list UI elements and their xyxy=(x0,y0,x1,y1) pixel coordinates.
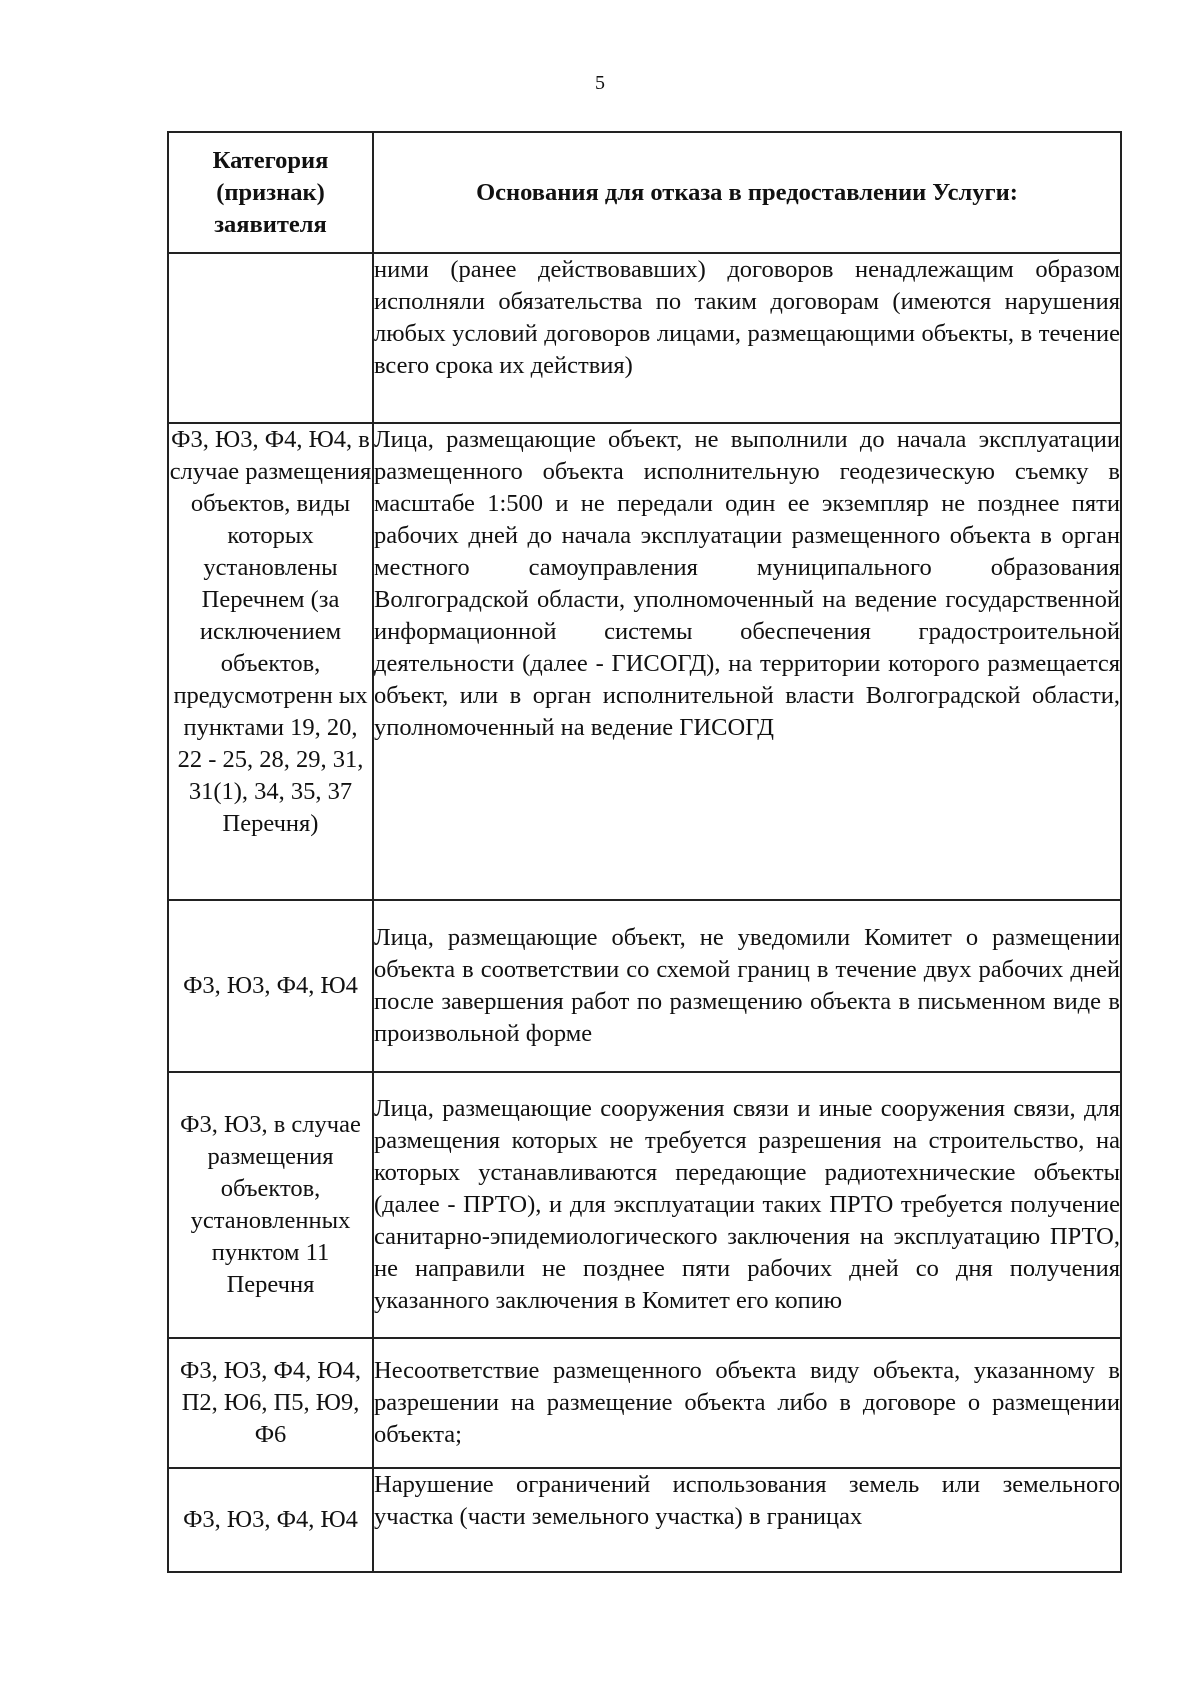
row-category: Ф3, Ю3, Ф4, Ю4 xyxy=(168,1468,373,1572)
row-category: Ф3, Ю3, Ф4, Ю4 xyxy=(168,900,373,1072)
row-text: Лица, размещающие объект, не уведомили Комитет о размещении объекта в соответствии со схемой границ в течение двух рабочих дней после завершения работ по размещению объекта в письменном виде в произвольной форме xyxy=(373,900,1121,1072)
row-text: Лица, размещающие объект, не выполнили до начала эксплуатации размещенного объекта исполнительную геодезическую съемку в масштабе 1:500 и не передали один ее экземпляр не позднее пяти рабочих дней до начала эксплуатации размещенного объекта в орган местного самоуправления муниципального образования Волгоградской области, уполномоченный на ведение государственной информационной системы обеспечения градостроительной деятельности (далее - ГИСОГД), на территории которого размещается объект, или в орган исполнительной власти Волгоградской области, уполномоченный на ведение ГИСОГД xyxy=(373,423,1121,900)
table-row xyxy=(168,423,1121,900)
table-row xyxy=(168,900,1121,1072)
table-header-row xyxy=(168,132,1121,253)
table-row xyxy=(168,1338,1121,1468)
page-number: 5 xyxy=(595,72,605,94)
table-row xyxy=(168,1468,1121,1572)
row-text: ними (ранее действовавших) договоров ненадлежащим образом исполняли обязательства по таким договорам (имеются нарушения любых условий договоров лицами, размещающими объекты, в течение всего срока их действия) xyxy=(373,253,1121,423)
grounds-table xyxy=(167,131,1122,1573)
row-category: Ф3, Ю3, в случае размещения объектов, установленных пунктом 11 Перечня xyxy=(168,1072,373,1338)
table-row xyxy=(168,1072,1121,1338)
row-category: Ф3, Ю3, Ф4, Ю4, П2, Ю6, П5, Ю9, Ф6 xyxy=(168,1338,373,1468)
row-text: Лица, размещающие сооружения связи и иные сооружения связи, для размещения которых не требуется разрешения на строительство, на которых устанавливаются передающие радиотехнические объекты (далее - ПРТО), и для эксплуатации таких ПРТО требуется получение санитарно-эпидемиологического заключения на эксплуатацию ПРТО, не направили не позднее пяти рабочих дней со дня получения указанного заключения в Комитет его копию xyxy=(373,1072,1121,1338)
row-category xyxy=(168,253,373,423)
header-category: Категория (признак) заявителя xyxy=(168,132,373,253)
table-row xyxy=(168,253,1121,423)
row-text: Несоответствие размещенного объекта виду объекта, указанному в разрешении на размещение объекта либо в договоре о размещении объекта; xyxy=(373,1338,1121,1468)
row-text: Нарушение ограничений использования земель или земельного участка (части земельного участка) в границах xyxy=(373,1468,1121,1572)
row-category: Ф3, Ю3, Ф4, Ю4, в случае размещения объектов, виды которых установлены Перечнем (за исключением объектов, предусмотренн ых пунктами 19, 20, 22 - 25, 28, 29, 31, 31(1), 34, 35, 37 Перечня) xyxy=(168,423,373,900)
header-grounds: Основания для отказа в предоставлении Услуги: xyxy=(373,132,1121,253)
